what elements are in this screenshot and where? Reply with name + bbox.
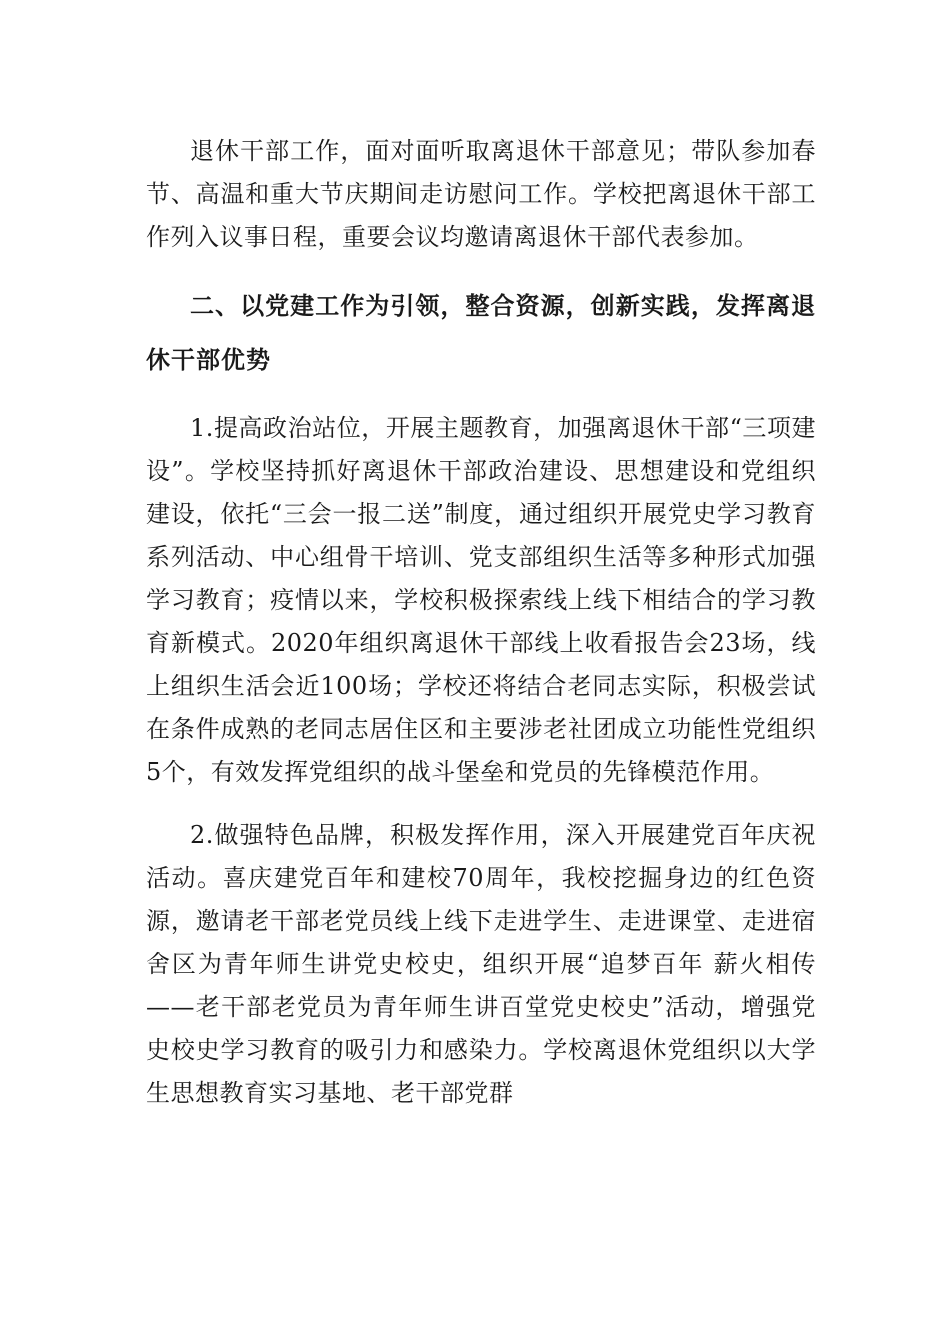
continuation-paragraph: 退休干部工作，面对面听取离退休干部意见；带队参加春节、高温和重大节庆期间走访慰问工作。学校把离退休干部工作列入议事日程，重要会议均邀请离退休干部代表参加。 (146, 137, 816, 251)
item-2-paragraph: 2.做强特色品牌，积极发挥作用，深入开展建党百年庆祝活动。喜庆建党百年和建校70周年，我校挖掘身边的红色资源，邀请老干部老党员线上线下走进学生、走进课堂、走进宿舍区为青年师生讲党史校史，组织开展“追梦百年 薪火相传——老干部老党员为青年师生讲百堂党史校史”活动，增强党史校史学习教育的吸引力和感染力。学校离退休党组织以大学生思想教育实习基地、老干部党群 (146, 821, 816, 1107)
item-1-paragraph: 1.提高政治站位，开展主题教育，加强离退休干部“三项建设”。学校坚持抓好离退休干部政治建设、思想建设和党组织建设，依托“三会一报二送”制度，通过组织开展党史学习教育系列活动、中心组骨干培训、党支部组织生活等多种形式加强学习教育；疫情以来，学校积极探索线上线下相结合的学习教育新模式。2020年组织离退休干部线上收看报告会23场，线上组织生活会近100场；学校还将结合老同志实际，积极尝试在条件成熟的老同志居住区和主要涉老社团成立功能性党组织5个，有效发挥党组织的战斗堡垒和党员的先锋模范作用。 (146, 414, 816, 786)
document-body (146, 130, 816, 1115)
section-heading: 二、以党建工作为引领，整合资源，创新实践，发挥离退休干部优势 (146, 292, 816, 374)
